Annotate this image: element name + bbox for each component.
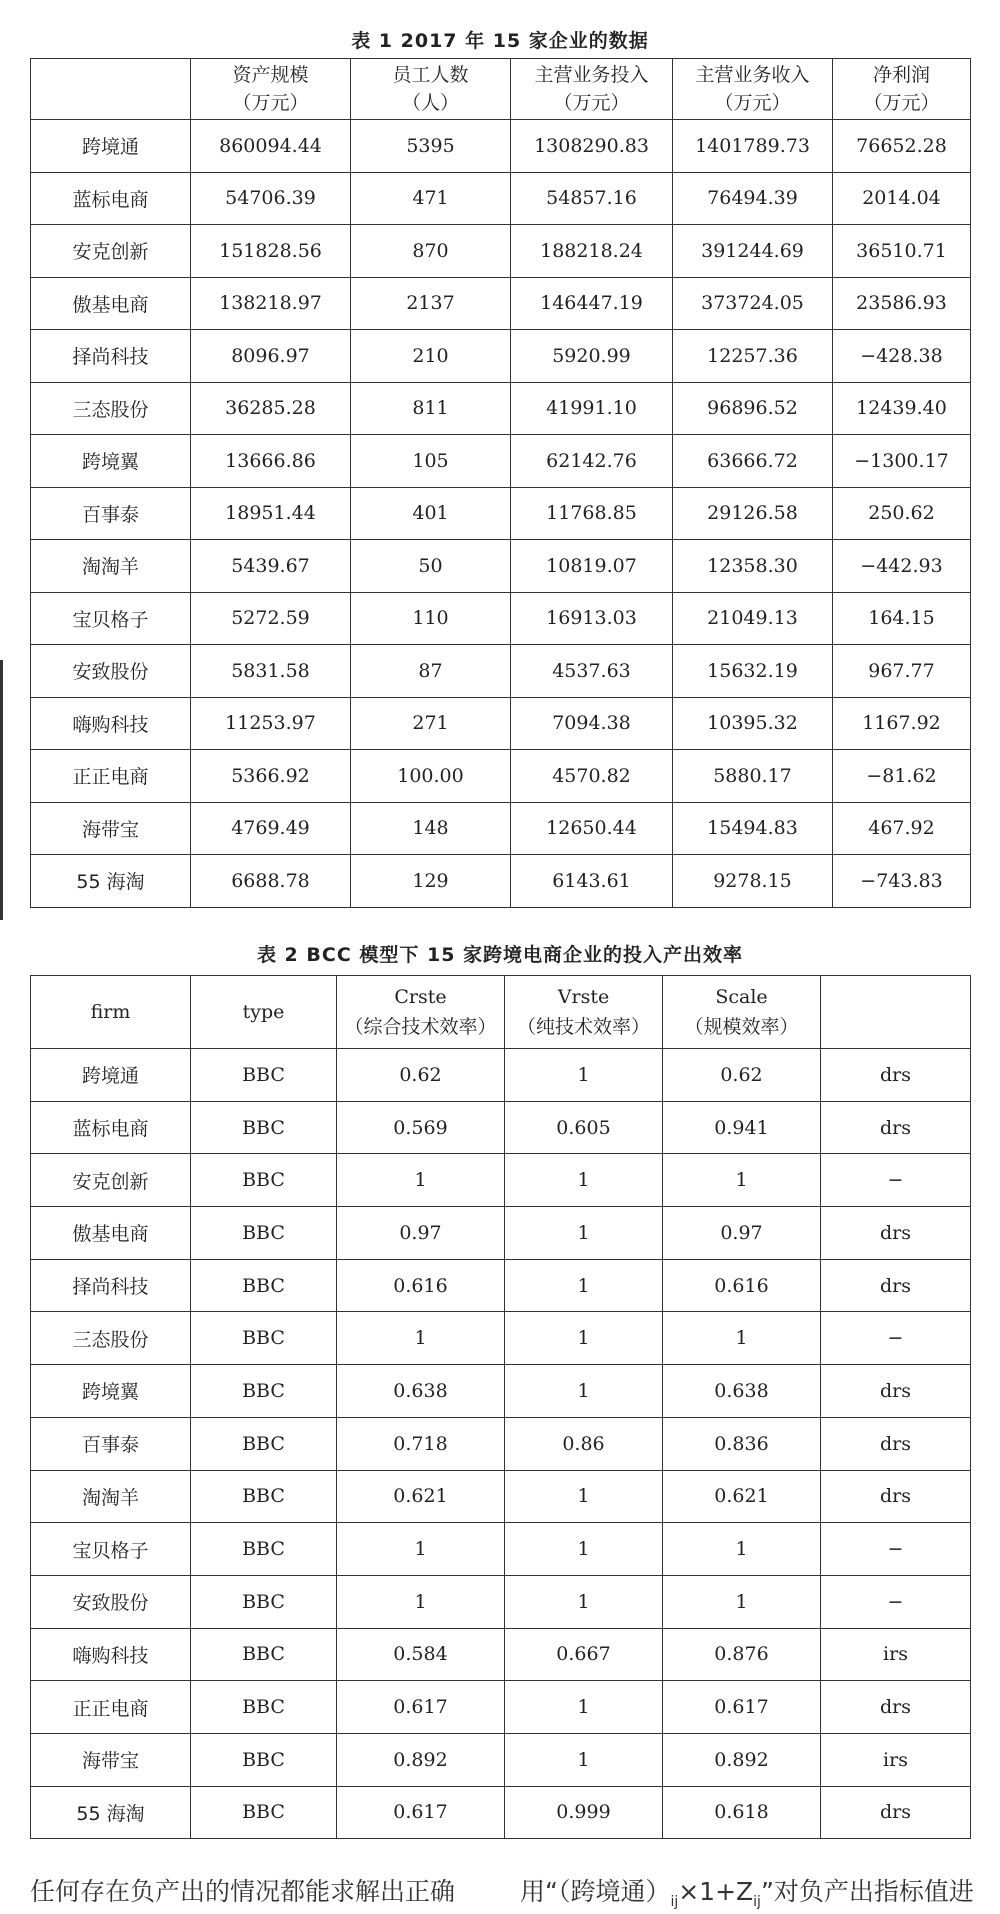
table-cell: 860094.44 [191, 120, 351, 173]
table-cell: 0.621 [337, 1470, 505, 1523]
table-cell: irs [821, 1628, 971, 1681]
header-unit: （万元） [863, 92, 940, 114]
table-cell: 1 [337, 1312, 505, 1365]
header-unit: （万元） [232, 92, 309, 114]
firm-name-cell: 嗨购科技 [31, 697, 191, 750]
table-cell: 0.62 [337, 1049, 505, 1102]
table-cell: 1 [505, 1259, 663, 1312]
firm-name-cell: 三态股份 [31, 382, 191, 435]
table-row [31, 1101, 971, 1154]
table-cell: 1308290.83 [511, 120, 673, 173]
table-cell: BBC [191, 1207, 337, 1260]
table-cell: 0.892 [337, 1733, 505, 1786]
table-cell: − [821, 1523, 971, 1576]
table-cell: 87 [351, 645, 511, 698]
table-cell: −428.38 [833, 330, 971, 383]
table-cell: −442.93 [833, 540, 971, 593]
header-line: 员工人数 [392, 64, 469, 86]
table-cell: 0.638 [663, 1365, 821, 1418]
table-cell: 5880.17 [673, 750, 833, 803]
table-cell: − [821, 1575, 971, 1628]
table-cell: 1 [505, 1049, 663, 1102]
table-cell: −81.62 [833, 750, 971, 803]
table-cell: drs [821, 1417, 971, 1470]
table-cell: 36510.71 [833, 225, 971, 278]
table-cell: 76494.39 [673, 172, 833, 225]
table-cell: 0.617 [663, 1681, 821, 1734]
firm-name-cell: 傲基电商 [31, 277, 191, 330]
table-cell: 4537.63 [511, 645, 673, 698]
table-cell: 1 [663, 1154, 821, 1207]
table-cell: 0.616 [337, 1259, 505, 1312]
firm-name-cell: 淘淘羊 [31, 1470, 191, 1523]
table-cell: 1 [505, 1312, 663, 1365]
header-unit: （人） [401, 92, 459, 114]
table-cell: 10819.07 [511, 540, 673, 593]
column-header [821, 976, 971, 1049]
table-cell: 2137 [351, 277, 511, 330]
table-cell: BBC [191, 1312, 337, 1365]
header-unit: （规模效率） [684, 1016, 799, 1038]
table-cell: 12358.30 [673, 540, 833, 593]
table-cell: 146447.19 [511, 277, 673, 330]
column-header [31, 976, 191, 1049]
table-cell: 1 [663, 1575, 821, 1628]
table-cell: 0.617 [337, 1786, 505, 1839]
table-cell: 15494.83 [673, 802, 833, 855]
table-row [31, 172, 971, 225]
table-cell: − [821, 1312, 971, 1365]
table-row [31, 1154, 971, 1207]
firm-name-cell: 宝贝格子 [31, 592, 191, 645]
table-cell: BBC [191, 1417, 337, 1470]
table-cell: drs [821, 1786, 971, 1839]
header-line: firm [90, 1001, 131, 1023]
table-cell: 18951.44 [191, 487, 351, 540]
enterprise-data-table [30, 58, 971, 908]
table-cell: 1 [505, 1154, 663, 1207]
table-row [31, 645, 971, 698]
table-cell: 471 [351, 172, 511, 225]
table-cell: 1 [337, 1154, 505, 1207]
table-cell: 29126.58 [673, 487, 833, 540]
table-cell: 0.618 [663, 1786, 821, 1839]
header-line: 主营业务收入 [695, 64, 810, 86]
table-row [31, 487, 971, 540]
table-cell: 54706.39 [191, 172, 351, 225]
table-cell: drs [821, 1101, 971, 1154]
header-line: type [242, 1001, 285, 1023]
firm-name-cell: 择尚科技 [31, 330, 191, 383]
table-cell: BBC [191, 1049, 337, 1102]
table-cell: 12650.44 [511, 802, 673, 855]
table-row [31, 435, 971, 488]
firm-name-cell: 安克创新 [31, 225, 191, 278]
table-cell: 105 [351, 435, 511, 488]
table-cell: 164.15 [833, 592, 971, 645]
column-header [673, 59, 833, 120]
column-header [351, 59, 511, 120]
column-header [191, 976, 337, 1049]
table-row [31, 750, 971, 803]
efficiency-table [30, 975, 971, 1839]
table-cell: 0.718 [337, 1417, 505, 1470]
table-row [31, 1523, 971, 1576]
table-cell: 2014.04 [833, 172, 971, 225]
header-line: 主营业务投入 [534, 64, 649, 86]
table-cell: 1401789.73 [673, 120, 833, 173]
firm-name-cell: 淘淘羊 [31, 540, 191, 593]
header-line: Vrste [557, 986, 610, 1008]
header-row [31, 59, 971, 120]
table-cell: 5831.58 [191, 645, 351, 698]
header-line: 净利润 [872, 64, 930, 86]
header-line: Crste [394, 986, 447, 1008]
table-cell: 0.616 [663, 1259, 821, 1312]
table-row [31, 120, 971, 173]
table-row [31, 1207, 971, 1260]
table-cell: drs [821, 1681, 971, 1734]
page-margin-bar [0, 660, 3, 920]
body-text-left: 任何存在负产出的情况都能求解出正确 [30, 1877, 456, 1906]
table-cell: 16913.03 [511, 592, 673, 645]
table-cell: 1 [505, 1470, 663, 1523]
table-cell: 4570.82 [511, 750, 673, 803]
firm-name-cell: 海带宝 [31, 802, 191, 855]
column-header [511, 59, 673, 120]
table-cell: 1 [505, 1523, 663, 1576]
table-cell: 21049.13 [673, 592, 833, 645]
table-row [31, 697, 971, 750]
table-cell: 5366.92 [191, 750, 351, 803]
table-cell: 967.77 [833, 645, 971, 698]
table-cell: 0.892 [663, 1733, 821, 1786]
table-row [31, 1470, 971, 1523]
firm-name-cell: 嗨购科技 [31, 1628, 191, 1681]
table-row [31, 1575, 971, 1628]
table-row [31, 855, 971, 908]
table-cell: 8096.97 [191, 330, 351, 383]
table-row [31, 540, 971, 593]
table-cell: BBC [191, 1365, 337, 1418]
table-cell: 0.97 [337, 1207, 505, 1260]
table-cell: 0.621 [663, 1470, 821, 1523]
table-cell: 1 [505, 1733, 663, 1786]
table-row [31, 1365, 971, 1418]
table-cell: 13666.86 [191, 435, 351, 488]
table-cell: drs [821, 1207, 971, 1260]
header-unit: （万元） [714, 92, 791, 114]
table-cell: 5272.59 [191, 592, 351, 645]
table-cell: 1167.92 [833, 697, 971, 750]
table-row [31, 1733, 971, 1786]
header-unit: （万元） [553, 92, 630, 114]
table-cell: 15632.19 [673, 645, 833, 698]
firm-name-cell: 蓝标电商 [31, 172, 191, 225]
table-cell: 62142.76 [511, 435, 673, 488]
table-cell: 76652.28 [833, 120, 971, 173]
table-cell: 36285.28 [191, 382, 351, 435]
firm-name-cell: 百事泰 [31, 487, 191, 540]
table-cell: BBC [191, 1470, 337, 1523]
table-cell: 63666.72 [673, 435, 833, 488]
table-cell: 138218.97 [191, 277, 351, 330]
table-cell: 54857.16 [511, 172, 673, 225]
table-cell: 1 [663, 1523, 821, 1576]
table-cell: drs [821, 1259, 971, 1312]
table-row [31, 592, 971, 645]
table-row [31, 225, 971, 278]
body-text-right-suffix: ”对负产出指标值进 [760, 1877, 974, 1906]
table-cell: 10395.32 [673, 697, 833, 750]
table-cell: 23586.93 [833, 277, 971, 330]
table-row [31, 1786, 971, 1839]
table-cell: 0.876 [663, 1628, 821, 1681]
table-cell: 373724.05 [673, 277, 833, 330]
table-cell: 0.605 [505, 1101, 663, 1154]
table-row [31, 382, 971, 435]
table-cell: 0.86 [505, 1417, 663, 1470]
table-cell: BBC [191, 1733, 337, 1786]
table-cell: drs [821, 1365, 971, 1418]
table-cell: 1 [505, 1575, 663, 1628]
table-cell: 401 [351, 487, 511, 540]
header-row [31, 976, 971, 1049]
firm-name-cell: 55 海淘 [31, 855, 191, 908]
firm-name-cell: 跨境翼 [31, 435, 191, 488]
table-cell: drs [821, 1470, 971, 1523]
table-cell: 7094.38 [511, 697, 673, 750]
header-line: Scale [715, 986, 768, 1008]
header-unit: （纯技术效率） [516, 1016, 650, 1038]
table-cell: 1 [337, 1523, 505, 1576]
table-cell: 6143.61 [511, 855, 673, 908]
firm-name-cell: 傲基电商 [31, 1207, 191, 1260]
table-cell: 148 [351, 802, 511, 855]
table-cell: 5395 [351, 120, 511, 173]
firm-name-cell: 三态股份 [31, 1312, 191, 1365]
column-header [191, 59, 351, 120]
table-cell: 1 [505, 1681, 663, 1734]
table-cell: 41991.10 [511, 382, 673, 435]
column-header [31, 59, 191, 120]
table-row [31, 277, 971, 330]
table-cell: 250.62 [833, 487, 971, 540]
firm-name-cell: 百事泰 [31, 1417, 191, 1470]
table-cell: 0.667 [505, 1628, 663, 1681]
table-cell: 391244.69 [673, 225, 833, 278]
table-row [31, 1628, 971, 1681]
firm-name-cell: 正正电商 [31, 750, 191, 803]
table-cell: 129 [351, 855, 511, 908]
table-cell: 5920.99 [511, 330, 673, 383]
table-cell: 0.941 [663, 1101, 821, 1154]
table-cell: 210 [351, 330, 511, 383]
firm-name-cell: 择尚科技 [31, 1259, 191, 1312]
table-cell: 271 [351, 697, 511, 750]
firm-name-cell: 正正电商 [31, 1681, 191, 1734]
table-cell: 1 [505, 1207, 663, 1260]
table-cell: 870 [351, 225, 511, 278]
table-cell: 811 [351, 382, 511, 435]
subscript-ij: ij [670, 1894, 679, 1910]
table-row [31, 1049, 971, 1102]
table-row [31, 1259, 971, 1312]
table-cell: 100.00 [351, 750, 511, 803]
table-cell: BBC [191, 1786, 337, 1839]
firm-name-cell: 安致股份 [31, 645, 191, 698]
table-cell: 1 [337, 1575, 505, 1628]
table-cell: 11768.85 [511, 487, 673, 540]
firm-name-cell: 跨境翼 [31, 1365, 191, 1418]
table-cell: 96896.52 [673, 382, 833, 435]
table-row [31, 330, 971, 383]
table-cell: 1 [663, 1312, 821, 1365]
firm-name-cell: 安致股份 [31, 1575, 191, 1628]
table-cell: BBC [191, 1101, 337, 1154]
table-row [31, 1681, 971, 1734]
table-cell: drs [821, 1049, 971, 1102]
table-cell: BBC [191, 1681, 337, 1734]
table-cell: −743.83 [833, 855, 971, 908]
firm-name-cell: 跨境通 [31, 120, 191, 173]
table-cell: BBC [191, 1523, 337, 1576]
table-cell: 0.62 [663, 1049, 821, 1102]
header-unit: （综合技术效率） [344, 1016, 497, 1038]
firm-name-cell: 海带宝 [31, 1733, 191, 1786]
table-row [31, 1312, 971, 1365]
table-cell: 151828.56 [191, 225, 351, 278]
body-text-right [520, 1872, 974, 1910]
header-line: 资产规模 [232, 64, 309, 86]
body-text-right-mid: ×1+Z [678, 1877, 754, 1906]
table-cell: 188218.24 [511, 225, 673, 278]
table-cell: − [821, 1154, 971, 1207]
table-cell: 0.569 [337, 1101, 505, 1154]
table-cell: 6688.78 [191, 855, 351, 908]
table-cell: BBC [191, 1575, 337, 1628]
table-cell: 0.999 [505, 1786, 663, 1839]
firm-name-cell: 宝贝格子 [31, 1523, 191, 1576]
table-cell: BBC [191, 1259, 337, 1312]
table-cell: 0.638 [337, 1365, 505, 1418]
table-cell: BBC [191, 1628, 337, 1681]
table-cell: 12257.36 [673, 330, 833, 383]
column-header [505, 976, 663, 1049]
table-cell: −1300.17 [833, 435, 971, 488]
table-cell: 12439.40 [833, 382, 971, 435]
table-cell: BBC [191, 1154, 337, 1207]
table-cell: 0.836 [663, 1417, 821, 1470]
table-cell: 4769.49 [191, 802, 351, 855]
body-text-right-prefix: 用“（跨境通） [520, 1877, 671, 1906]
table-cell: 11253.97 [191, 697, 351, 750]
column-header [337, 976, 505, 1049]
table-cell: 110 [351, 592, 511, 645]
table-row [31, 802, 971, 855]
table-cell: 0.97 [663, 1207, 821, 1260]
table-cell: 467.92 [833, 802, 971, 855]
column-header [833, 59, 971, 120]
table-row [31, 1417, 971, 1470]
firm-name-cell: 55 海淘 [31, 1786, 191, 1839]
firm-name-cell: 安克创新 [31, 1154, 191, 1207]
table-cell: 9278.15 [673, 855, 833, 908]
column-header [663, 976, 821, 1049]
table2-caption: 表 2 BCC 模型下 15 家跨境电商企业的投入产出效率 [256, 944, 744, 966]
table1-caption: 表 1 2017 年 15 家企业的数据 [351, 30, 649, 52]
table-cell: 5439.67 [191, 540, 351, 593]
table-cell: irs [821, 1733, 971, 1786]
table-cell: 1 [505, 1365, 663, 1418]
table-cell: 0.584 [337, 1628, 505, 1681]
subscript-ij: ij [753, 1894, 761, 1910]
firm-name-cell: 蓝标电商 [31, 1101, 191, 1154]
table-cell: 0.617 [337, 1681, 505, 1734]
table-cell: 50 [351, 540, 511, 593]
firm-name-cell: 跨境通 [31, 1049, 191, 1102]
